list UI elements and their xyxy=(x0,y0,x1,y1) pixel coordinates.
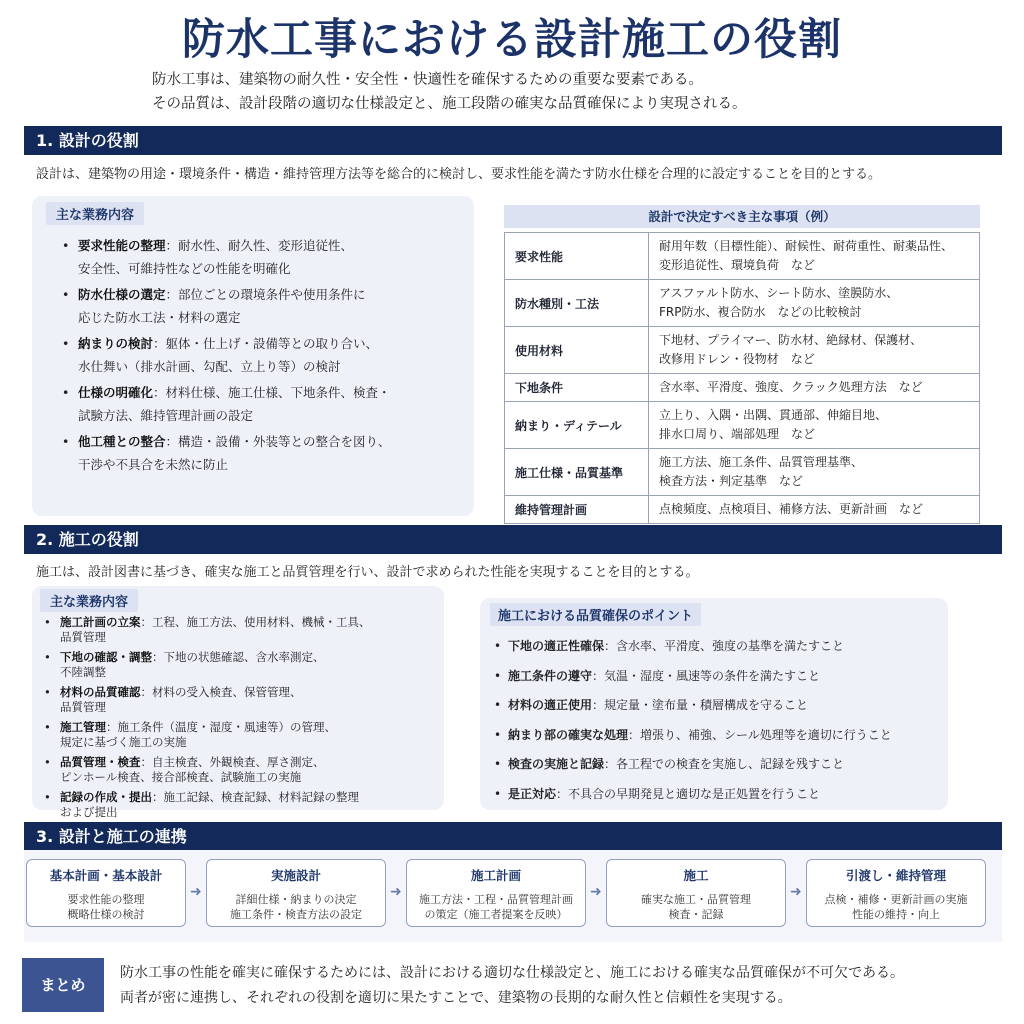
list-item: • 納まり部の確実な処理：増張り、補強、シール処理等を適切に行うこと xyxy=(494,721,892,751)
list-item: • 是正対応：不具合の早期発見と適切な是正処置を行うこと xyxy=(494,780,892,810)
intro-line: 防水工事は、建築物の耐久性・安全性・快適性を確保するための重要な要素である。 xyxy=(152,72,703,88)
page-title: 防水工事における設計施工の役割 xyxy=(182,15,842,65)
list-item: • 要求性能の整理：耐水性、耐久性、変形追従性、 安全性、可維持性などの性能を明確化 xyxy=(62,234,391,280)
section1-description: 設計は、建築物の用途・環境条件・構造・維持管理方法等を総合的に検討し、要求性能を満たす防水仕様を合理的に設定することを目的とする。 xyxy=(36,167,882,182)
list-item: • 施工計画の立案：工程、施工方法、使用材料、機械・工具、 品質管理 xyxy=(44,615,371,645)
flow-step-title: 基本計画・基本設計 xyxy=(49,868,163,883)
section2-heading: 2. 施工の役割 xyxy=(24,525,1002,554)
table-row: 要求性能 耐用年数（目標性能）、耐候性、耐荷重性、耐薬品性、 変形追従性、環境負荷 など xyxy=(505,233,980,280)
list-item: • 材料の適正使用：規定量・塗布量・積層構成を守ること xyxy=(494,691,892,721)
arrow-right-icon: ➜ xyxy=(790,884,802,900)
list-item: • 記録の作成・提出：施工記録、検査記録、材料記録の整理 および提出 xyxy=(44,790,371,820)
section2-task-list xyxy=(44,615,371,825)
flow-step-desc: 要求性能の整理 概略仕様の検討 xyxy=(67,893,145,921)
flow-step-title: 施工 xyxy=(683,868,709,883)
list-item: • 施工条件の遵守：気温・湿度・風速等の条件を満たすこと xyxy=(494,662,892,692)
section2-tasks-label: 主な業務内容 xyxy=(40,589,138,612)
flow-step-desc: 点検・補修・更新計画の実施 性能の維持・向上 xyxy=(824,893,968,921)
flow-step-title: 実施設計 xyxy=(270,868,321,883)
flow-step xyxy=(606,859,786,927)
list-item: • 施工管理：施工条件（温度・湿度・風速等）の管理、 規定に基づく施工の実施 xyxy=(44,720,371,750)
list-item: • 材料の品質確認：材料の受入検査、保管管理、 品質管理 xyxy=(44,685,371,715)
section1-heading: 1. 設計の役割 xyxy=(24,126,1002,155)
list-item: • 防水仕様の選定：部位ごとの環境条件や使用条件に 応じた防水工法・材料の選定 xyxy=(62,283,391,329)
table-row: 下地条件 含水率、平滑度、強度、クラック処理方法 など xyxy=(505,374,980,402)
list-item: • 品質管理・検査：自主検査、外観検査、厚さ測定、 ピンホール検査、接合部検査、試験施工の実施 xyxy=(44,755,371,785)
summary-line: 両者が密に連携し、それぞれの役割を適切に果たすことで、建築物の長期的な耐久性と信頼性を実現する。 xyxy=(120,990,792,1006)
summary-line: 防水工事の性能を確実に確保するためには、設計における適切な仕様設定と、施工における確実な品質確保が不可欠である。 xyxy=(120,965,904,981)
flow-step-desc: 確実な施工・品質管理 検査・記録 xyxy=(641,893,751,921)
summary-label: まとめ xyxy=(22,958,104,1012)
intro-text xyxy=(152,68,747,116)
section2-description: 施工は、設計図書に基づき、確実な施工と品質管理を行い、設計で求められた性能を実現することを目的とする。 xyxy=(36,565,699,580)
quality-points-list xyxy=(494,632,892,809)
list-item: • 検査の実施と記録：各工程での検査を実施し、記録を残すこと xyxy=(494,750,892,780)
spec-table xyxy=(504,232,980,524)
flow-step-desc: 施工方法・工程・品質管理計画 の策定（施工者提案を反映） xyxy=(419,893,573,921)
list-item: • 他工種との整合：構造・設備・外装等との整合を図り、 干渉や不具合を未然に防止 xyxy=(62,430,391,476)
list-item: • 仕様の明確化：材料仕様、施工仕様、下地条件、検査・ 試験方法、維持管理計画の設定 xyxy=(62,381,391,427)
list-item: • 納まりの検討：躯体・仕上げ・設備等との取り合い、 水仕舞い（排水計画、勾配、立上り等）の検討 xyxy=(62,332,391,378)
arrow-right-icon: ➜ xyxy=(390,884,402,900)
arrow-right-icon: ➜ xyxy=(590,884,602,900)
flow-step xyxy=(806,859,986,927)
section3-heading: 3. 設計と施工の連携 xyxy=(24,822,1002,851)
summary-text xyxy=(120,961,904,1011)
quality-points-title: 施工における品質確保のポイント xyxy=(490,603,701,626)
list-item: • 下地の確認・調整：下地の状態確認、含水率測定、 不陸調整 xyxy=(44,650,371,680)
spec-table-title: 設計で決定すべき主な事項（例） xyxy=(504,205,980,228)
table-row: 使用材料 下地材、プライマー、防水材、絶縁材、保護材、 改修用ドレン・役物材 など xyxy=(505,327,980,374)
list-item: • 下地の適正性確保：含水率、平滑度、強度の基準を満たすこと xyxy=(494,632,892,662)
intro-line: その品質は、設計段階の適切な仕様設定と、施工段階の確実な品質確保により実現される。 xyxy=(152,96,747,112)
flow-step-desc: 詳細仕様・納まりの決定 施工条件・検査方法の設定 xyxy=(230,893,362,921)
table-row: 施工仕様・品質基準 施工方法、施工条件、品質管理基準、 検査方法・判定基準 など xyxy=(505,449,980,496)
arrow-right-icon: ➜ xyxy=(190,884,202,900)
table-row: 防水種別・工法 アスファルト防水、シート防水、塗膜防水、 FRP防水、複合防水 などの比較検討 xyxy=(505,280,980,327)
flow-step xyxy=(406,859,586,927)
section1-tasks-label: 主な業務内容 xyxy=(46,202,144,225)
flow-step xyxy=(206,859,386,927)
section1-task-list xyxy=(62,234,391,479)
flow-step xyxy=(26,859,186,927)
flow-step-title: 施工計画 xyxy=(470,868,521,883)
flow-step-title: 引渡し・維持管理 xyxy=(845,868,946,883)
table-row: 維持管理計画 点検頻度、点検項目、補修方法、更新計画 など xyxy=(505,496,980,524)
table-row: 納まり・ディテール 立上り、入隅・出隅、貫通部、伸縮目地、 排水口周り、端部処理 など xyxy=(505,402,980,449)
